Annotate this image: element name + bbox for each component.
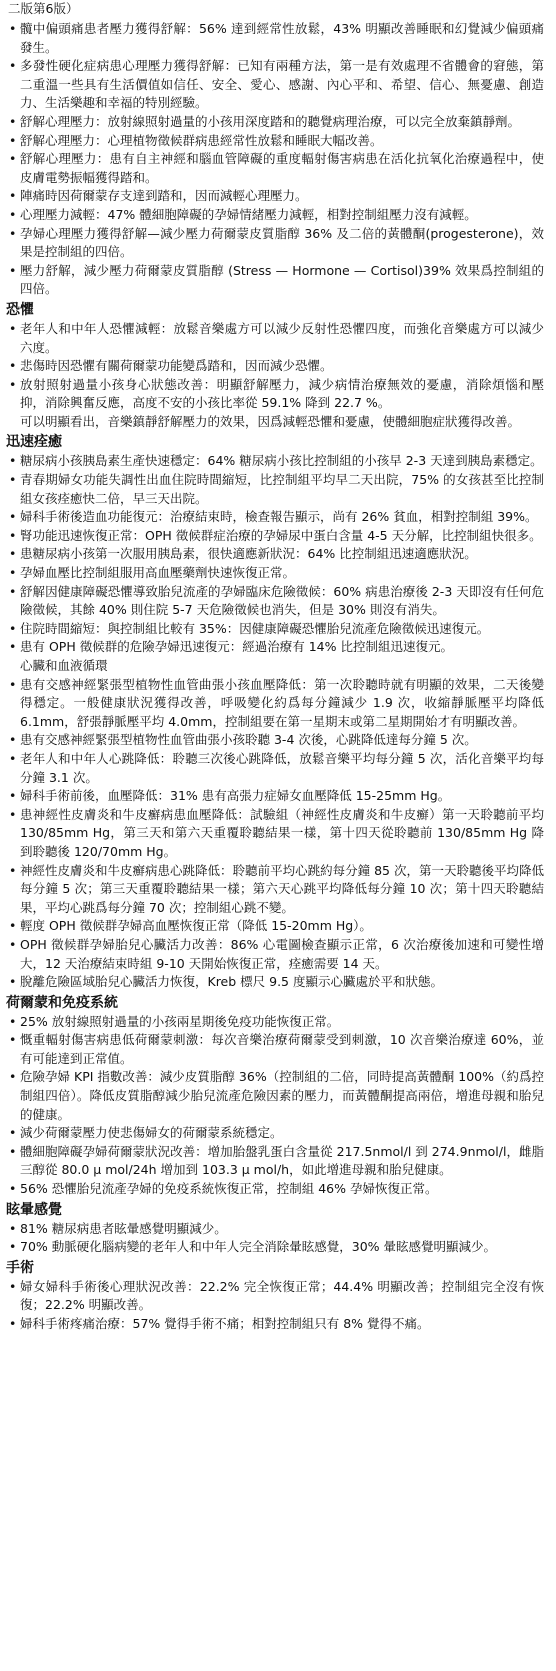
item-text: 70% 動脈硬化腦病變的老年人和中年人完全消除暈眩感覺，30% 暈眩感覺明顯減少。: [20, 1239, 497, 1255]
list-item: [6, 508, 544, 527]
list-item: [6, 413, 544, 432]
bullet-marker: •: [9, 620, 17, 636]
bullet-marker: •: [9, 21, 17, 36]
list-item: [6, 132, 544, 151]
section-heading: 恐懼: [6, 301, 34, 318]
item-text: 舒解心理壓力：患有自主神經和腦血管障礙的重度輻射傷害病患在活化抗氧化治療過程中，使皮膚電勢振幅獲得踏和。: [20, 151, 544, 185]
list-item: [6, 657, 544, 676]
item-text: 婦女婦科手術後心理狀況改善：22.2% 完全恢復正常；44.4% 明顯改善；控制組完全沒有恢復；22.2% 明顯改善。: [20, 1278, 544, 1313]
bullet-marker: •: [9, 453, 17, 469]
item-text: 患有 OPH 徵候群的危險孕婦迅速復元：經過治療有 14% 比控制組迅速復元。: [20, 639, 453, 655]
list-item: [6, 57, 544, 113]
bullet-list: [6, 1278, 544, 1334]
bullet-marker: •: [9, 936, 17, 952]
list-item: [6, 862, 544, 918]
section: [6, 994, 544, 1199]
bullet-marker: •: [9, 546, 17, 562]
list-item: [6, 973, 544, 992]
list-item: [6, 1180, 544, 1199]
item-text: 減少荷爾蒙壓力使悲傷婦女的荷爾蒙系統穩定。: [20, 1125, 283, 1141]
list-item: [6, 806, 544, 862]
bullet-marker: •: [9, 188, 17, 204]
item-text: 25% 放射線照射過量的小孩兩星期後免疫功能恢復正常。: [20, 1013, 340, 1029]
list-item: [6, 1278, 544, 1315]
item-text: 孕婦心理壓力獲得舒解—減少壓力荷爾蒙皮質脂醇 36% 及二倍的黃體酮(progesterone)，效果是控制組的四倍。: [20, 225, 544, 260]
bullet-marker: •: [9, 1316, 17, 1331]
list-item: [6, 225, 544, 262]
item-text: 婦科手術前後，血壓降低：31% 患有高張力症婦女血壓降低 15-25mm Hg。: [20, 788, 451, 804]
item-text: 81% 糖尿病患者眩暈感覺明顯減少。: [20, 1220, 227, 1236]
item-text: 56% 恐懼胎兒流產孕婦的免疫系統恢復正常，控制組 46% 孕婦恢復正常。: [20, 1181, 438, 1197]
bullet-list: [6, 1013, 544, 1199]
bullet-marker: •: [9, 565, 17, 581]
bullet-marker: •: [9, 262, 17, 278]
list-item: [6, 1315, 544, 1334]
list-item: [6, 1031, 544, 1068]
item-text: 舒解心理壓力：心理植物徵候群病患經常性放鬆和睡眠大幅改善。: [20, 132, 383, 148]
item-text: 多發性硬化症病患心理壓力獲得舒解：已知有兩種方法，第一是有效處理不省體會的窘態，第二重溫一些具有生活價值如信任、安全、愛心、感謝、內心平和、希望、信心、無憂慮、創造力、生活樂趣和幸福的特別經驗。: [20, 58, 544, 111]
list-item: [6, 638, 544, 657]
bullet-marker: •: [9, 358, 17, 374]
bullet-marker: •: [9, 509, 17, 525]
item-text: 孕婦血壓比控制組服用高血壓藥劑快速恢復正常。: [20, 565, 296, 581]
bullet-marker: •: [9, 132, 17, 148]
bullet-marker: •: [9, 1069, 17, 1085]
bullet-list: [6, 1220, 544, 1257]
item-text: 老年人和中年人恐懼減輕：放鬆音樂處方可以減少反射性恐懼四度，而強化音樂處方可以減少六度。: [20, 320, 544, 355]
bullet-marker: •: [9, 1278, 17, 1294]
item-text: 危險孕婦 KPI 指數改善：減少皮質脂醇 36%（控制組的二倍，同時提高黃體酮 100%（約爲控制組四倍）。降低皮質脂醇減少胎兒流產危險因素的壓力，而黃體酮提高兩倍，增進母親和胎兒的健康。: [20, 1069, 544, 1122]
section-heading: 荷爾蒙和免疫系統: [6, 994, 118, 1011]
item-text: 放射照射過量小孩身心狀態改善：明顯舒解壓力，減少病情治療無效的憂慮，消除煩惱和壓抑，消除興奮反應，高度不安的小孩比率從 59.1% 降到 22.7 %。: [20, 376, 544, 411]
bullet-marker: •: [9, 1032, 17, 1048]
section: [6, 20, 544, 299]
bullet-marker: •: [9, 206, 17, 222]
list-item: [6, 357, 544, 376]
item-text: 老年人和中年人心跳降低：聆聽三次後心跳降低，放鬆音樂平均每分鐘 5 次，活化音樂平均每分鐘 3.1 次。: [20, 750, 544, 785]
item-text: 心理壓力減輕：47% 體細胞障礙的孕婦情緒壓力減輕，相對控制組壓力沒有減輕。: [20, 206, 477, 222]
list-item: [6, 452, 544, 471]
list-item: [6, 917, 544, 936]
bullet-marker: •: [9, 113, 17, 129]
list-item: [6, 262, 544, 299]
item-text: 青春期婦女功能失調性出血住院時間縮短，比控制組平均早二天出院，75% 的女孩甚至比控制組女孩痊癒快二倍，早三天出院。: [20, 472, 544, 506]
section: [6, 1201, 544, 1257]
list-item: [6, 206, 544, 225]
page-header: 二版第6版）: [8, 1, 79, 16]
section: [6, 433, 544, 991]
bullet-marker: •: [9, 58, 17, 74]
item-text: 住院時間縮短：與控制組比較有 35%：因健康障礙恐懼胎兒流產危險徵候迅速復元。: [20, 620, 490, 636]
item-text: 腎功能迅速恢復正常：OPH 徵候群症治療的孕婦尿中蛋白含量 4-5 天分解，比控制組快很多。: [20, 527, 542, 543]
section-heading: 迅速痊癒: [6, 434, 62, 451]
list-item: [6, 376, 544, 413]
list-item: [6, 1238, 544, 1257]
bullet-marker: •: [9, 1181, 17, 1197]
item-text: 患糖尿病小孩第一次服用胰島素，很快適應新狀況：64% 比控制組迅速適應狀況。: [20, 546, 477, 562]
item-text: 心臟和血液循環: [20, 658, 108, 673]
item-text: 舒解心理壓力：放射線照射過量的小孩用深度踏和的聽覺病理治療，可以完全放棄鎮靜劑。: [20, 113, 521, 129]
item-text: 婦科手術後造血功能復元：治療結束時，檢查報告顯示，尚有 26% 貧血，相對控制組 39%。: [20, 509, 538, 525]
bullet-marker: •: [9, 472, 17, 488]
bullet-marker: •: [9, 583, 17, 599]
item-text: 舒解因健康障礙恐懼導致胎兒流產的孕婦臨床危險徵候：60% 病患治療後 2-3 天即沒有任何危險徵候，其餘 40% 則住院 5-7 天危險徵候也消失，但是 30% 則沒有消失。: [20, 583, 544, 618]
list-item: [6, 731, 544, 750]
bullet-marker: •: [9, 806, 17, 822]
section: [6, 301, 544, 432]
item-text: 髖中偏頭痛患者壓力獲得舒解：56% 達到經常性放鬆，43% 明顯改善睡眠和幻覺減少偏頭痛發生。: [20, 21, 544, 55]
bullet-list: [6, 20, 544, 299]
bullet-marker: •: [9, 788, 17, 804]
list-item: [6, 1124, 544, 1143]
bullet-marker: •: [9, 639, 17, 655]
list-item: [6, 471, 544, 508]
item-text: OPH 徵候群孕婦胎兒心臟活力改善：86% 心電圖檢查顯示正常，6 次治療後加速和可變性增大，12 天治療結束時組 9-10 天開始恢復正常，痊癒需要 14 天。: [20, 936, 544, 971]
bullet-marker: •: [9, 1125, 17, 1141]
bullet-marker: •: [9, 676, 17, 692]
list-item: [6, 620, 544, 639]
list-item: [6, 1013, 544, 1032]
list-item: [6, 1068, 544, 1124]
section: [6, 1259, 544, 1334]
bullet-marker: •: [9, 225, 17, 241]
item-text: 糖尿病小孩胰島素生產快速穩定：64% 糖尿病小孩比控制組的小孩早 2-3 天達到胰島素穩定。: [20, 453, 543, 469]
list-item: [6, 20, 544, 57]
item-text: 壓力舒解，減少壓力荷爾蒙皮質脂醇 (Stress — Hormone — Cortisol)39% 效果爲控制組的四倍。: [20, 262, 544, 297]
bullet-marker: •: [9, 151, 17, 167]
section-heading: 手術: [6, 1259, 34, 1276]
bullet-marker: •: [9, 732, 17, 748]
bullet-marker: •: [9, 750, 17, 766]
item-text: 患神經性皮膚炎和牛皮癬病患血壓降低：試驗組（神經性皮膚炎和牛皮癬）第一天聆聽前平均 130/85mm Hg，第三天和第六天重覆聆聽結果一樣，第十四天從聆聽前 130/85mm Hg 降到聆聽後 120/70mm Hg。: [20, 806, 544, 859]
item-text: 體細胞障礙孕婦荷爾蒙狀況改善：增加胎盤乳蛋白含量從 217.5nmol/l 到 274.9nmol/l，雌脂三醇從 80.0 μ mol/24h 增加到 103.3 μ mol/h，如此增進母親和胎兒健康。: [20, 1143, 544, 1178]
list-item: [6, 750, 544, 787]
item-text: 神經性皮膚炎和牛皮癬病患心跳降低：聆聽前平均心跳約每分鐘 85 次，第一天聆聽後平均降低每分鐘 5 次；第三天重覆聆聽結果一樣；第六天心跳平均降低每分鐘 10 次；第十四天聆聽結果，平均心跳爲每分鐘 70 次；控制組心跳不變。: [20, 862, 544, 915]
list-item: [6, 545, 544, 564]
list-item: [6, 1220, 544, 1239]
item-text: 輕度 OPH 徵候群孕婦高血壓恢復正常（降低 15-20mm Hg）。: [20, 918, 372, 934]
list-item: [6, 936, 544, 973]
list-item: [6, 187, 544, 206]
bullet-marker: •: [9, 918, 17, 934]
list-item: [6, 787, 544, 806]
bullet-marker: •: [9, 1013, 17, 1029]
bullet-list: [6, 452, 544, 991]
item-text: 患有交感神經緊張型植物性血管曲張小孩血壓降低：第一次聆聽時就有明顯的效果，二天後變得穩定。一般健康狀況獲得改善，呼吸變化約爲每分鐘減少 1.9 次，收縮靜脈壓平均降低 6.1mm，舒張靜脈壓平均 4.0mm，控制組要在第一星期末或第二星期開始才有明顯改善。: [20, 676, 544, 729]
list-item: [6, 527, 544, 546]
item-text: 慨重輻射傷害病患低荷爾蒙刺激：每次音樂治療荷爾蒙受到刺激，10 次音樂治療達 60%，並有可能達到正常值。: [20, 1032, 544, 1066]
document-body: [6, 20, 544, 1334]
bullet-list: [6, 320, 544, 432]
item-text: 患有交感神經緊張型植物性血管曲張小孩聆聽 3-4 次後，心跳降低達每分鐘 5 次。: [20, 732, 477, 748]
bullet-marker: •: [9, 974, 17, 990]
list-item: [6, 583, 544, 620]
item-text: 婦科手術疼痛治療：57% 覺得手術不痛；相對控制組只有 8% 覺得不痛。: [20, 1316, 430, 1331]
bullet-marker: •: [9, 1239, 17, 1255]
bullet-marker: •: [9, 1220, 17, 1236]
bullet-marker: •: [9, 862, 17, 878]
bullet-marker: •: [9, 320, 17, 336]
list-item: [6, 150, 544, 187]
section-heading: 眩暈感覺: [6, 1201, 62, 1218]
list-item: [6, 564, 544, 583]
list-item: [6, 676, 544, 732]
list-item: [6, 320, 544, 357]
item-text: 脫離危險區域胎兒心臟活力恢復，Kreb 標尺 9.5 度顯示心臟處於平和狀態。: [20, 974, 443, 990]
bullet-marker: •: [9, 376, 17, 392]
item-text: 悲傷時因恐懼有關荷爾蒙功能變爲踏和，因而減少恐懼。: [20, 358, 333, 374]
item-text: 可以明顯看出，音樂鎮靜舒解壓力的效果，因爲減輕恐懼和憂慮，使體細胞症狀獲得改善。: [20, 413, 521, 429]
list-item: [6, 1143, 544, 1180]
list-item: [6, 113, 544, 132]
bullet-marker: •: [9, 1143, 17, 1159]
item-text: 陣痛時因荷爾蒙存支達到踏和，因而減輕心理壓力。: [20, 188, 308, 204]
bullet-marker: •: [9, 527, 17, 543]
